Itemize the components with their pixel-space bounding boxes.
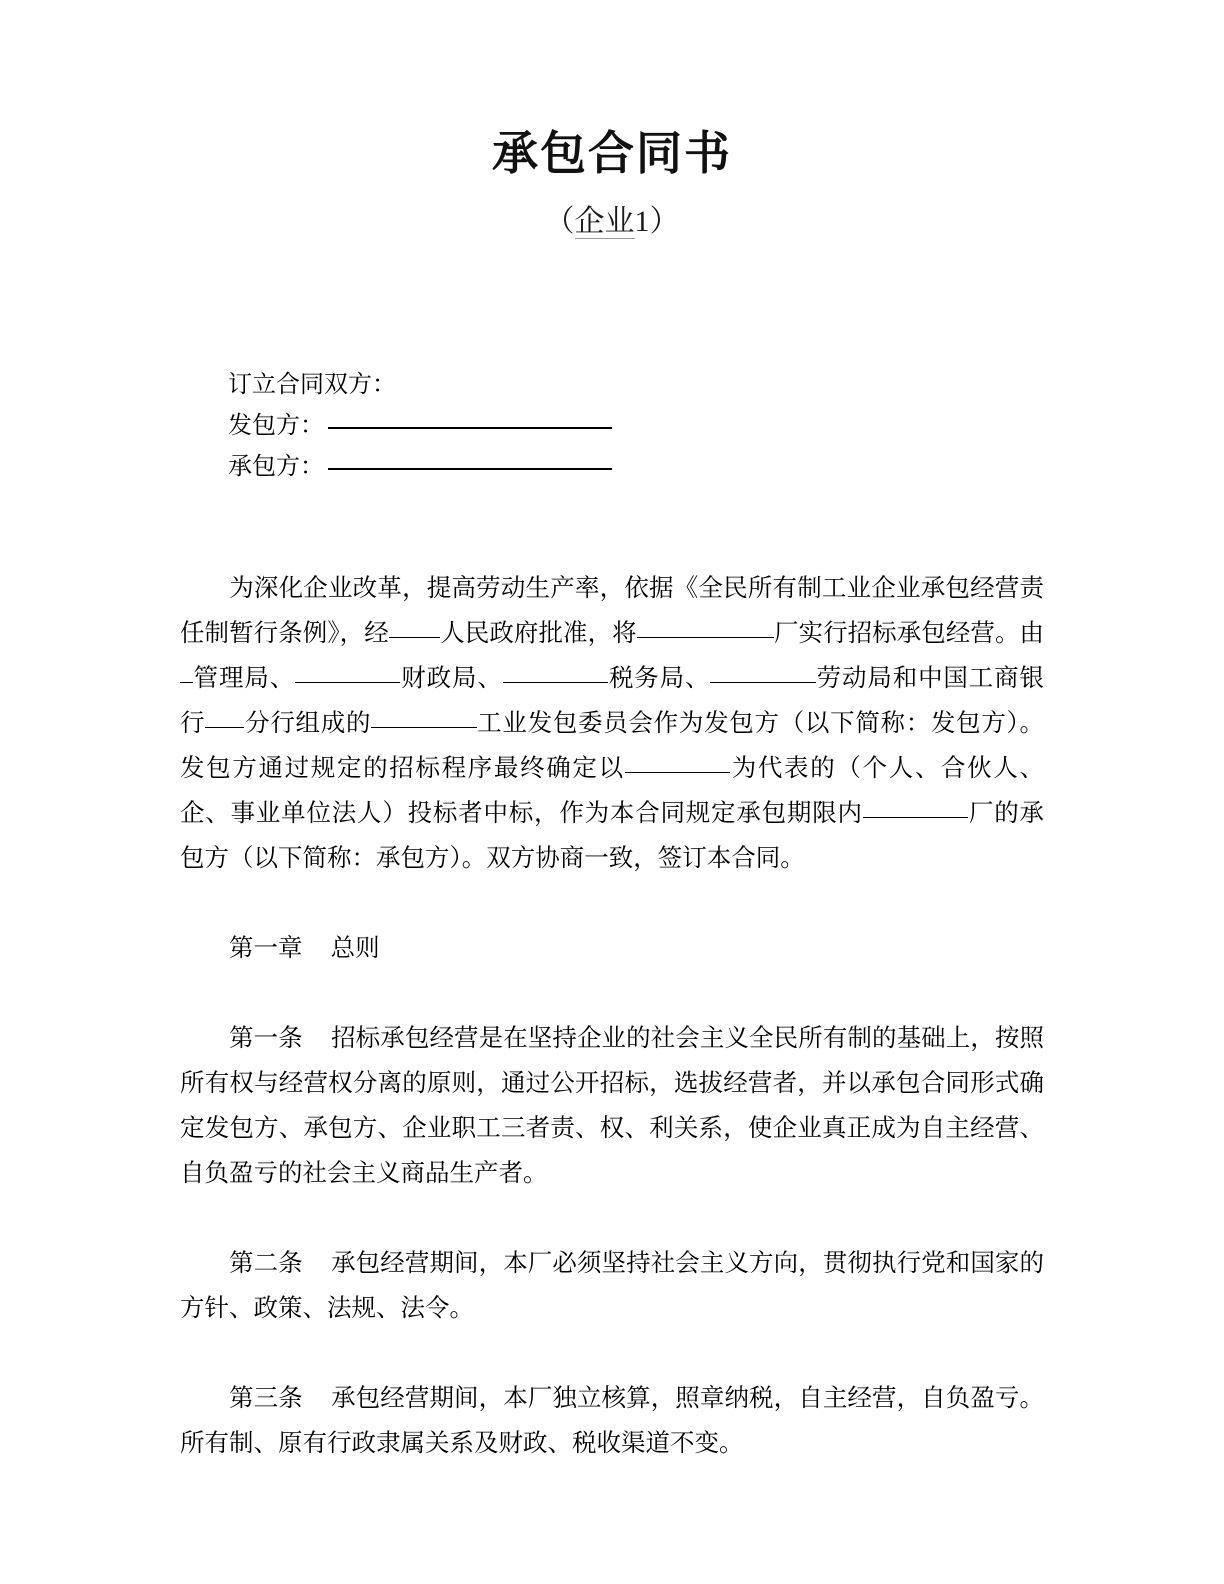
- preamble-blank-factory-2[interactable]: [863, 816, 968, 818]
- preamble-blank-tax-bureau[interactable]: [503, 681, 608, 683]
- preamble-blank-admin-bureau[interactable]: [180, 681, 193, 683]
- preamble-blank-labor-bureau[interactable]: [710, 681, 815, 683]
- preamble-segment-7: 劳动局和中国工商银行: [180, 664, 1045, 737]
- subtitle-underlined-text: 企业: [574, 205, 635, 239]
- preamble-segment-8: 分行组成的: [244, 709, 372, 737]
- preamble-segment-11: 厂的承包方（以下简称：承包方）。双方协商一致，签订本合同。: [180, 799, 1045, 872]
- article-paragraph-2: [180, 1241, 1044, 1331]
- document-subtitle: [180, 181, 1044, 241]
- article-number: 第二条: [229, 1249, 303, 1277]
- preamble-blank-factory-1[interactable]: [637, 636, 774, 638]
- party-a-blank-field[interactable]: [328, 427, 612, 429]
- preamble-segment-3: 厂实行招标承包经营。由: [773, 619, 1045, 647]
- preamble-segment-4: 管理局、: [192, 664, 296, 692]
- preamble-blank-committee[interactable]: [371, 726, 476, 728]
- article-text: 承包经营期间，本厂必须坚持社会主义方向，贯彻执行党和国家的方针、政策、法规、法令。: [180, 1249, 1044, 1322]
- subtitle-number: 1: [634, 205, 650, 239]
- party-b-blank-field[interactable]: [328, 468, 612, 470]
- preamble-blank-finance-bureau[interactable]: [295, 681, 400, 683]
- party-b-row: [228, 447, 1044, 488]
- article-paragraph-3: [180, 1376, 1044, 1466]
- parties-heading: 订立合同双方：: [228, 371, 396, 398]
- subtitle-paren-open: （: [544, 205, 575, 239]
- chapter-number: 第一章: [229, 934, 303, 962]
- party-a-label: 发包方：: [228, 412, 324, 439]
- preamble-paragraph: [180, 566, 1044, 881]
- article-paragraph-1: [180, 1016, 1044, 1196]
- chapter-heading-1: [180, 926, 1044, 971]
- preamble-blank-representative[interactable]: [625, 771, 730, 773]
- subtitle-paren-close: ）: [649, 205, 680, 239]
- preamble-segment-5: 财政局、: [400, 664, 503, 692]
- preamble-segment-6: 税务局、: [608, 664, 711, 692]
- page-title: 承包合同书: [492, 126, 732, 180]
- preamble-segment-9: 工业发包委员会作为发包方（以下简称：发包方）。发包方通过规定的招标程序最终确定以: [180, 709, 1045, 782]
- spacer: [180, 488, 1044, 533]
- document-content-column: [180, 0, 1044, 1466]
- spacer: [180, 1196, 1044, 1241]
- article-text: 招标承包经营是在坚持企业的社会主义全民所有制的基础上，按照所有权与经营权分离的原则，通过公开招标，选拔经营者，并以承包合同形式确定发包方、承包方、企业职工三者责、权、利关系，使企业真正成为自主经营、自负盈亏的社会主义商品生产者。: [180, 1024, 1044, 1187]
- preamble-segment-2: 人民政府批准，将: [440, 619, 637, 647]
- spacer: [180, 971, 1044, 1016]
- spacer: [180, 881, 1044, 926]
- article-number: 第一条: [229, 1024, 303, 1052]
- preamble-blank-bank-branch[interactable]: [205, 726, 244, 728]
- spacer: [180, 1331, 1044, 1376]
- party-a-row: [228, 406, 1044, 447]
- chapter-name: 总则: [330, 934, 380, 962]
- article-text: 承包经营期间，本厂独立核算，照章纳税，自主经营，自负盈亏。所有制、原有行政隶属关系及财政、税收渠道不变。: [180, 1384, 1044, 1457]
- party-b-label: 承包方：: [228, 453, 324, 480]
- article-number: 第三条: [229, 1384, 303, 1412]
- preamble-segment-1: 为深化企业改革，提高劳动生产率，依据《全民所有制工业企业承包经营责任制暂行条例》，经: [180, 574, 1044, 647]
- preamble-segment-10: 为代表的（个人、合伙人、企、事业单位法人）投标者中标，作为本合同规定承包期限内: [180, 754, 1045, 827]
- preamble-blank-government[interactable]: [389, 636, 440, 638]
- parties-block: [180, 365, 1044, 488]
